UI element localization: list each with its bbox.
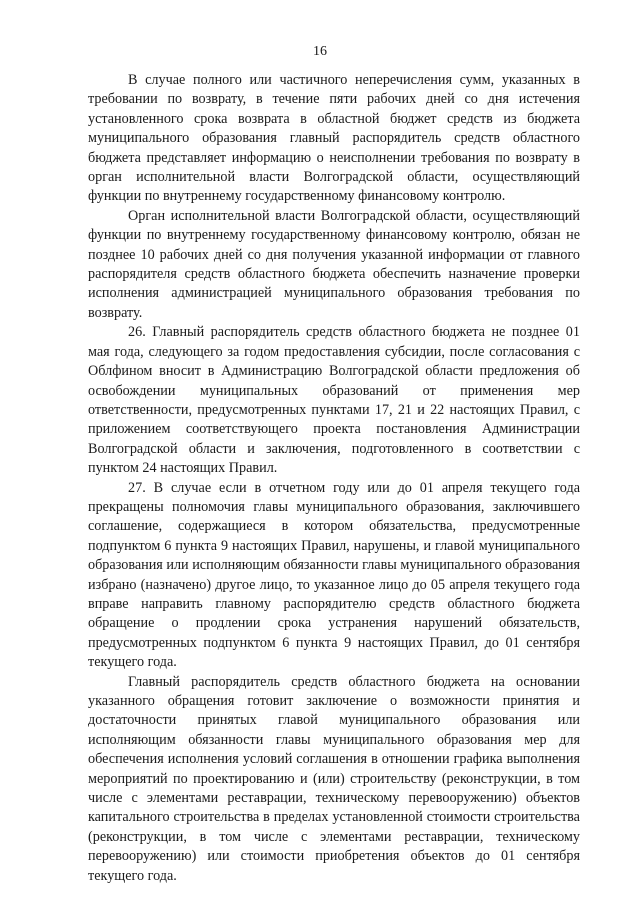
paragraph-clause-26: 26. Главный распорядитель средств областного бюджета не позднее 01 мая года, следующего за годом предоставления субсидии, после согласования с Облфином вносит в Администрацию Волгоградской области предложения об освобождении муниципальных образований от применения мер ответственности, предусмотренных пунктами 17, 21 и 22 настоящих Правил, с приложением соответствующего проекта постановления Администрации Волгоградской области и заключения, подготовленного в соответствии с пунктом 24 настоящих Правил. <box>88 324 580 477</box>
paragraph-nonpayment-report: В случае полного или частичного неперечисления сумм, указанных в требовании по возврату, в течение пяти рабочих дней со дня истечения установленного срока возврата в областной бюджет средств из бюджета муниципального образования главный распорядитель средств областного бюджета представляет информацию о неисполнении требования по возврату в орган исполнительной власти Волгоградской области, осуществляющий функции по внутреннему государственному финансовому контролю. <box>88 72 580 205</box>
paragraph-clause-27: 27. В случае если в отчетном году или до 01 апреля текущего года прекращены полномочия главы муниципального образования, заключившего соглашение, содержащиеся в котором обязательства, предусмотренные подпунктом 6 пункта 9 настоящих Правил, нарушены, и главой муниципального образования или исполняющим обязанности главы муниципального образования избрано (назначено) другое лицо, то указанное лицо до 05 апреля текущего года вправе направить главному распорядителю средств областного бюджета обращение о продлении срока устранения нарушений обязательств, предусмотренных подпунктом 6 пункта 9 настоящих Правил, до 01 сентября текущего года. <box>88 479 580 671</box>
document-body <box>88 71 580 886</box>
paragraph-conclusion: Главный распорядитель средств областного бюджета на основании указанного обращения готовит заключение о возможности принятия и достаточности принятых главой муниципального образования или исполняющим обязанности главы муниципального образования мер для обеспечения исполнения условий соглашения в отношении графика выполнения мероприятий по проектированию и (или) строительству (реконструкции, в том числе с элементами реставрации, техническому перевооружению) объектов капитального строительства в пределах установленной стоимости строительства (реконструкции, в том числе с элементами реставрации, техническому перевооружению) или стоимости приобретения объектов до 01 сентября текущего года. <box>88 673 580 884</box>
paragraph-control-audit: Орган исполнительной власти Волгоградской области, осуществляющий функции по внутреннему государственному финансовому контролю, обязан не позднее 10 рабочих дней со дня получения указанной информации от главного распорядителя средств областного бюджета обеспечить назначение проверки исполнения администрацией муниципального образования требования по возврату. <box>88 207 580 321</box>
page-number: 16 <box>313 44 327 59</box>
